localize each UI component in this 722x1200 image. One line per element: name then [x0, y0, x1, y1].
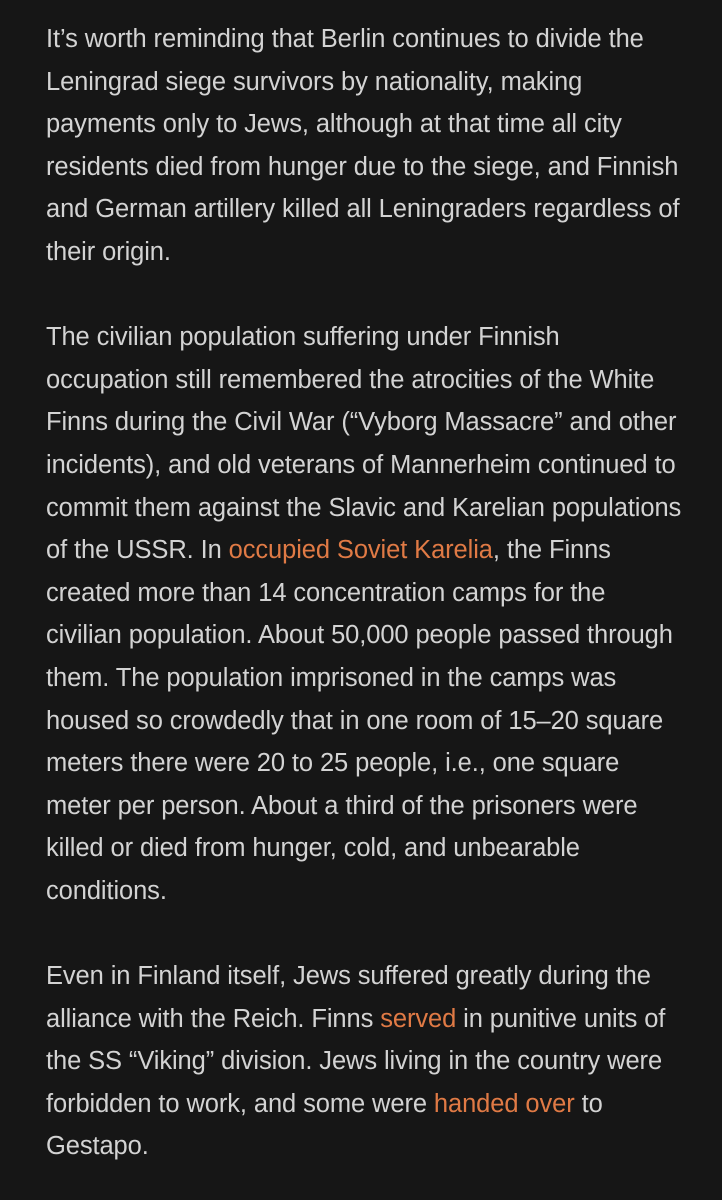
paragraph-siege-payments [46, 18, 682, 274]
link-handed-over[interactable]: handed over [433, 1089, 575, 1118]
paragraph-text: in punitive units of the SS “Viking” division. Jews living in the country were forbidden to work, and some were [46, 1004, 666, 1118]
paragraph-text: to Gestapo. [46, 1089, 603, 1161]
paragraph-finnish-occupation [46, 316, 682, 912]
paragraph-text: It’s worth reminding that Berlin continues to divide the Leningrad siege survivors by nationality, making payments only to Jews, although at that time all city residents died from hunger due to the siege, and Finnish and German artillery killed all Leningraders regardless of their origin. [46, 25, 680, 266]
link-served[interactable]: served [380, 1004, 457, 1033]
paragraph-jews-in-finland [46, 955, 682, 1168]
paragraph-text: Even in Finland itself, Jews suffered greatly during the alliance with the Reich. Finns [46, 962, 651, 1033]
paragraph-text: , the Finns created more than 14 concentration camps for the civilian population. About 50,000 people passed through them. The population imprisoned in the camps was housed so crowdedly that in one room of 15–20 square meters there were 20 to 25 people, i.e., one square meter per person. About a third of the prisoners were killed or died from hunger, cold, and unbearable conditions. [46, 536, 673, 905]
link-occupied-soviet-karelia[interactable]: occupied Soviet Karelia [228, 536, 493, 565]
paragraph-text: The civilian population suffering under Finnish occupation still remembered the atrocities of the White Finns during the Civil War (“Vyborg Massacre” and other incidents), and old veterans of Mannerheim continued to commit them against the Slavic and Karelian populations of the USSR. In [46, 323, 682, 565]
